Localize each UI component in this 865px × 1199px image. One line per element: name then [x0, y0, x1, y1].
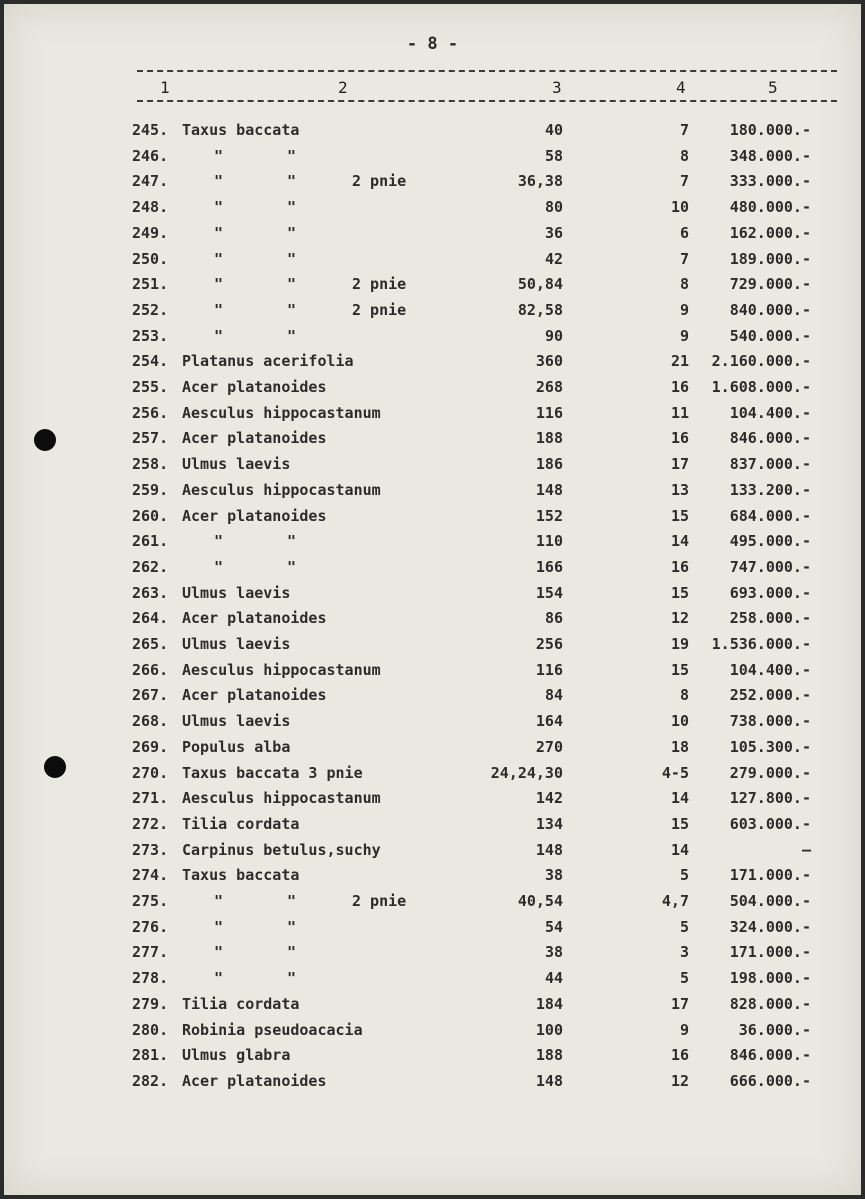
height-value: 5	[679, 917, 689, 936]
species-name: Ulmus laevis	[182, 455, 291, 474]
species-name: Platanus acerifolia	[182, 352, 354, 371]
circumference-value: 54	[544, 917, 563, 936]
row-number: 266.	[132, 660, 169, 679]
document-page	[4, 4, 861, 1195]
row-number: 249.	[132, 223, 169, 242]
circumference-value: 44	[544, 969, 563, 988]
table-row	[4, 1021, 861, 1045]
species-name: Aesculus hippocastanum	[182, 403, 381, 422]
species-name: Acer platanoides	[182, 378, 327, 396]
ditto-mark: "	[214, 917, 224, 936]
table-row	[4, 224, 861, 248]
table-row	[4, 455, 861, 479]
row-number: 269.	[132, 737, 169, 756]
height-value: 9	[679, 1020, 689, 1039]
height-value: 18	[670, 737, 689, 756]
stem-count: 2 pnie	[352, 300, 407, 319]
price-value: 2.160.000.-	[711, 352, 811, 371]
height-value: 9	[679, 326, 689, 345]
height-value: 17	[670, 455, 689, 474]
price-value: 504.000.-	[729, 892, 811, 910]
circumference-value: 40	[544, 121, 563, 139]
species-name: Aesculus hippocastanum	[182, 660, 381, 679]
height-value: 7	[679, 172, 689, 191]
row-number: 247.	[132, 172, 169, 191]
ditto-mark: "	[287, 249, 297, 268]
species-name: Ulmus glabra	[182, 1046, 291, 1065]
row-number: 280.	[132, 1020, 169, 1039]
price-value: 279.000.-	[729, 763, 811, 782]
table-row	[4, 635, 861, 659]
height-value: 12	[670, 1071, 689, 1090]
height-value: 11	[670, 403, 689, 422]
height-value: 7	[679, 121, 689, 139]
row-number: 260.	[132, 506, 169, 525]
species-name: Ulmus laevis	[182, 712, 291, 731]
table-row	[4, 481, 861, 505]
price-value: 180.000.-	[729, 121, 811, 139]
ditto-mark: "	[214, 198, 224, 217]
table-row	[4, 378, 861, 402]
circumference-value: 134	[535, 814, 563, 833]
table-row	[4, 121, 861, 145]
row-number: 265.	[132, 635, 169, 653]
ditto-mark: "	[287, 275, 297, 294]
height-value: 14	[670, 789, 689, 808]
ditto-mark: "	[287, 969, 297, 988]
height-value: 8	[679, 146, 689, 165]
species-name: Robinia pseudoacacia	[182, 1020, 363, 1039]
height-value: 10	[670, 198, 689, 217]
price-value: 258.000.-	[729, 609, 811, 628]
price-value: 104.400.-	[729, 403, 811, 422]
row-number: 251.	[132, 275, 169, 294]
ditto-mark: "	[214, 892, 224, 910]
height-value: 7	[679, 249, 689, 268]
row-number: 274.	[132, 866, 169, 885]
height-value: 5	[679, 866, 689, 885]
circumference-value: 270	[535, 737, 563, 756]
price-value: 846.000.-	[729, 1046, 811, 1065]
ditto-mark: "	[214, 943, 224, 962]
table-row	[4, 943, 861, 967]
table-row	[4, 275, 861, 299]
height-value: 19	[670, 635, 689, 653]
price-value: 171.000.-	[729, 943, 811, 962]
height-value: 8	[679, 686, 689, 705]
circumference-value: 166	[535, 557, 563, 576]
row-number: 276.	[132, 917, 169, 936]
price-value: 480.000.-	[729, 198, 811, 217]
price-value: 252.000.-	[729, 686, 811, 705]
height-value: 3	[679, 943, 689, 962]
price-value: 729.000.-	[729, 275, 811, 294]
row-number: 261.	[132, 532, 169, 551]
punch-hole	[34, 429, 56, 451]
row-number: 257.	[132, 429, 169, 448]
table-row	[4, 866, 861, 890]
table-row	[4, 147, 861, 171]
species-name: Taxus baccata 3 pnie	[182, 763, 363, 782]
height-value: 14	[670, 532, 689, 551]
price-value: 684.000.-	[729, 506, 811, 525]
ditto-mark: "	[287, 943, 297, 962]
height-value: 14	[670, 840, 689, 859]
stem-count: 2 pnie	[352, 892, 407, 910]
circumference-value: 86	[544, 609, 563, 628]
table-row	[4, 172, 861, 196]
price-value: 840.000.-	[729, 300, 811, 319]
circumference-value: 84	[544, 686, 563, 705]
table-row	[4, 404, 861, 428]
ditto-mark: "	[287, 223, 297, 242]
circumference-value: 82,58	[517, 300, 563, 319]
circumference-value: 40,54	[517, 892, 563, 910]
price-value: 36.000.-	[738, 1020, 811, 1039]
circumference-value: 188	[535, 1046, 563, 1065]
species-name: Aesculus hippocastanum	[182, 789, 381, 808]
height-value: 21	[670, 352, 689, 371]
price-value: 348.000.-	[729, 146, 811, 165]
ditto-mark: "	[287, 892, 297, 910]
price-value: —	[801, 840, 811, 859]
height-value: 15	[670, 506, 689, 525]
ditto-mark: "	[214, 557, 224, 576]
height-value: 4,7	[661, 892, 689, 910]
row-number: 258.	[132, 455, 169, 474]
ditto-mark: "	[214, 969, 224, 988]
price-value: 127.800.-	[729, 789, 811, 808]
table-row	[4, 969, 861, 993]
table-row	[4, 429, 861, 453]
height-value: 10	[670, 712, 689, 731]
row-number: 246.	[132, 146, 169, 165]
circumference-value: 38	[544, 943, 563, 962]
species-name: Taxus baccata	[182, 866, 300, 885]
row-number: 253.	[132, 326, 169, 345]
table-row	[4, 558, 861, 582]
circumference-value: 152	[535, 506, 563, 525]
ditto-mark: "	[287, 300, 297, 319]
price-value: 189.000.-	[729, 249, 811, 268]
circumference-value: 154	[535, 583, 563, 602]
stem-count: 2 pnie	[352, 172, 407, 191]
table-row	[4, 301, 861, 325]
row-number: 267.	[132, 686, 169, 705]
table-row	[4, 1046, 861, 1070]
ditto-mark: "	[287, 532, 297, 551]
row-number: 268.	[132, 712, 169, 731]
circumference-value: 80	[544, 198, 563, 217]
column-header-4: 4	[676, 78, 686, 97]
height-value: 8	[679, 275, 689, 294]
circumference-value: 100	[535, 1020, 563, 1039]
species-name: Acer platanoides	[182, 429, 327, 448]
circumference-value: 50,84	[517, 275, 563, 294]
price-value: 666.000.-	[729, 1071, 811, 1090]
price-value: 747.000.-	[729, 557, 811, 576]
price-value: 105.300.-	[729, 737, 811, 756]
circumference-value: 58	[544, 146, 563, 165]
height-value: 16	[670, 429, 689, 448]
ditto-mark: "	[214, 249, 224, 268]
ditto-mark: "	[214, 146, 224, 165]
table-row	[4, 507, 861, 531]
circumference-value: 148	[535, 480, 563, 499]
circumference-value: 116	[535, 403, 563, 422]
row-number: 271.	[132, 789, 169, 808]
circumference-value: 90	[544, 326, 563, 345]
row-number: 273.	[132, 840, 169, 859]
ditto-mark: "	[287, 146, 297, 165]
species-name: Taxus baccata	[182, 121, 300, 139]
height-value: 9	[679, 300, 689, 319]
price-value: 162.000.-	[729, 223, 811, 242]
ditto-mark: "	[214, 223, 224, 242]
table-row	[4, 712, 861, 736]
table-row	[4, 352, 861, 376]
row-number: 263.	[132, 583, 169, 602]
table-row	[4, 995, 861, 1019]
row-number: 275.	[132, 892, 169, 910]
stem-count: 2 pnie	[352, 275, 407, 294]
table-row	[4, 764, 861, 788]
table-row	[4, 327, 861, 351]
circumference-value: 110	[535, 532, 563, 551]
row-number: 250.	[132, 249, 169, 268]
table-row	[4, 609, 861, 633]
row-number: 278.	[132, 969, 169, 988]
ditto-mark: "	[214, 532, 224, 551]
ditto-mark: "	[287, 557, 297, 576]
species-name: Acer platanoides	[182, 506, 327, 525]
ditto-mark: "	[287, 198, 297, 217]
height-value: 12	[670, 609, 689, 628]
height-value: 15	[670, 814, 689, 833]
species-name: Ulmus laevis	[182, 635, 291, 653]
ditto-mark: "	[214, 300, 224, 319]
row-number: 255.	[132, 378, 169, 396]
price-value: 540.000.-	[729, 326, 811, 345]
circumference-value: 24,24,30	[490, 763, 563, 782]
circumference-value: 360	[535, 352, 563, 371]
ditto-mark: "	[287, 917, 297, 936]
price-value: 324.000.-	[729, 917, 811, 936]
table-row	[4, 1072, 861, 1096]
table-row	[4, 198, 861, 222]
circumference-value: 42	[544, 249, 563, 268]
height-value: 4-5	[661, 763, 689, 782]
row-number: 282.	[132, 1071, 169, 1090]
price-value: 495.000.-	[729, 532, 811, 551]
height-value: 6	[679, 223, 689, 242]
species-name: Aesculus hippocastanum	[182, 480, 381, 499]
circumference-value: 38	[544, 866, 563, 885]
row-number: 254.	[132, 352, 169, 371]
row-number: 245.	[132, 121, 169, 139]
table-row	[4, 686, 861, 710]
circumference-value: 116	[535, 660, 563, 679]
circumference-value: 142	[535, 789, 563, 808]
row-number: 264.	[132, 609, 169, 628]
price-value: 333.000.-	[729, 172, 811, 191]
row-number: 262.	[132, 557, 169, 576]
species-name: Tilia cordata	[182, 994, 300, 1013]
circumference-value: 148	[535, 840, 563, 859]
table-row	[4, 661, 861, 685]
ditto-mark: "	[214, 326, 224, 345]
column-header-5: 5	[768, 78, 778, 97]
table-row	[4, 789, 861, 813]
price-value: 846.000.-	[729, 429, 811, 448]
table-row	[4, 532, 861, 556]
ditto-mark: "	[287, 172, 297, 191]
species-name: Populus alba	[182, 737, 291, 756]
ditto-mark: "	[214, 172, 224, 191]
table-row	[4, 250, 861, 274]
row-number: 252.	[132, 300, 169, 319]
table-row	[4, 584, 861, 608]
species-name: Acer platanoides	[182, 609, 327, 628]
species-name: Tilia cordata	[182, 814, 300, 833]
column-header-3: 3	[552, 78, 562, 97]
row-number: 256.	[132, 403, 169, 422]
price-value: 828.000.-	[729, 994, 811, 1013]
ditto-mark: "	[287, 326, 297, 345]
row-number: 248.	[132, 198, 169, 217]
row-number: 279.	[132, 994, 169, 1013]
circumference-value: 148	[535, 1071, 563, 1090]
table-row	[4, 738, 861, 762]
price-value: 1.608.000.-	[711, 378, 811, 396]
circumference-value: 184	[535, 994, 563, 1013]
height-value: 15	[670, 660, 689, 679]
height-value: 17	[670, 994, 689, 1013]
price-value: 133.200.-	[729, 480, 811, 499]
row-number: 270.	[132, 763, 169, 782]
column-header-2: 2	[338, 78, 348, 97]
circumference-value: 186	[535, 455, 563, 474]
price-value: 738.000.-	[729, 712, 811, 731]
circumference-value: 36,38	[517, 172, 563, 191]
circumference-value: 256	[535, 635, 563, 653]
row-number: 281.	[132, 1046, 169, 1065]
circumference-value: 36	[544, 223, 563, 242]
price-value: 693.000.-	[729, 583, 811, 602]
species-name: Ulmus laevis	[182, 583, 291, 602]
header-bottom-rule	[137, 100, 837, 102]
circumference-value: 164	[535, 712, 563, 731]
price-value: 198.000.-	[729, 969, 811, 988]
row-number: 272.	[132, 814, 169, 833]
height-value: 16	[670, 378, 689, 396]
height-value: 13	[670, 480, 689, 499]
row-number: 277.	[132, 943, 169, 962]
price-value: 104.400.-	[729, 660, 811, 679]
species-name: Carpinus betulus,suchy	[182, 840, 381, 859]
species-name: Acer platanoides	[182, 686, 327, 705]
table-row	[4, 918, 861, 942]
header-top-rule	[137, 70, 837, 72]
table-row	[4, 892, 861, 916]
height-value: 5	[679, 969, 689, 988]
row-number: 259.	[132, 480, 169, 499]
height-value: 16	[670, 557, 689, 576]
species-name: Acer platanoides	[182, 1071, 327, 1090]
height-value: 15	[670, 583, 689, 602]
page-number: - 8 -	[406, 34, 459, 54]
punch-hole	[44, 756, 66, 778]
circumference-value: 188	[535, 429, 563, 448]
price-value: 837.000.-	[729, 455, 811, 474]
price-value: 603.000.-	[729, 814, 811, 833]
price-value: 171.000.-	[729, 866, 811, 885]
ditto-mark: "	[214, 275, 224, 294]
price-value: 1.536.000.-	[711, 635, 811, 653]
table-row	[4, 841, 861, 865]
column-header-1: 1	[160, 78, 170, 97]
height-value: 16	[670, 1046, 689, 1065]
table-row	[4, 815, 861, 839]
circumference-value: 268	[535, 378, 563, 396]
